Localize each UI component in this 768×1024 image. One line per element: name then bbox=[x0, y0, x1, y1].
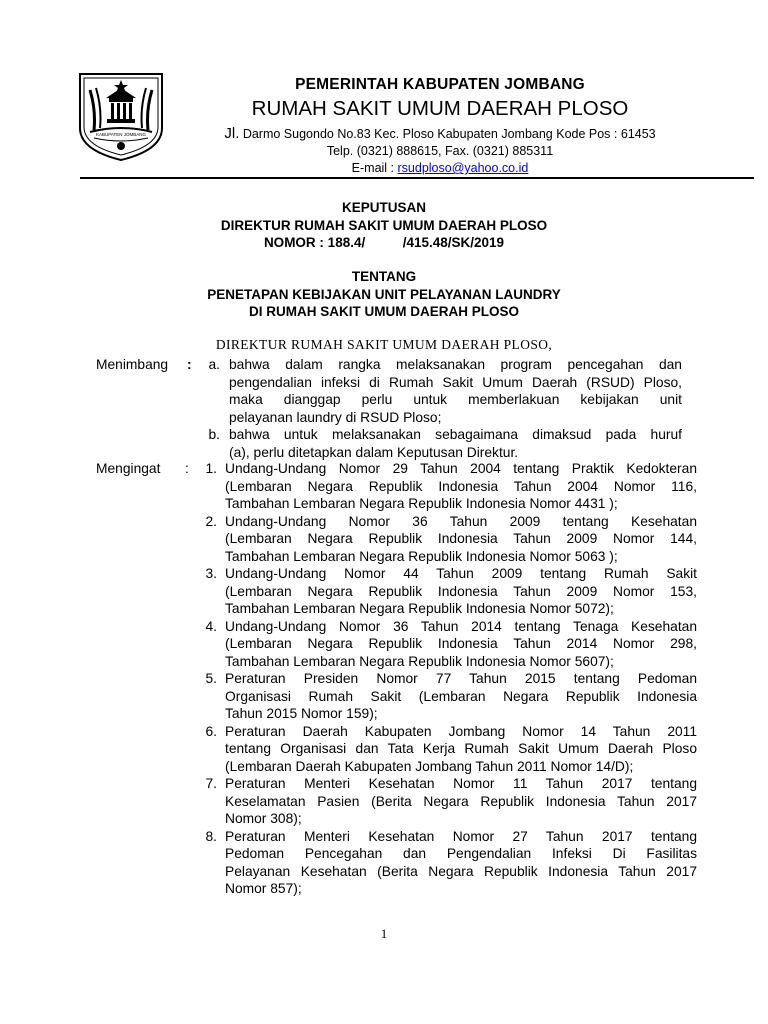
phone: Telp. (0321) 888615, Fax. (0321) 885311 bbox=[326, 144, 554, 158]
mengingat-item bbox=[225, 565, 697, 618]
email-line bbox=[190, 160, 690, 177]
decision-label: KEPUTUSAN bbox=[341, 200, 426, 215]
mengingat-marker: 2. bbox=[205, 513, 217, 529]
mengingat-item-line: Organisasi Rumah Sakit (Lembaran Negara Republik Indonesia bbox=[225, 688, 697, 704]
mengingat-item-line: Tahun 2015 Nomor 159); bbox=[225, 706, 378, 721]
email-label: E-mail : bbox=[351, 161, 398, 175]
menimbang-label: Menimbang bbox=[96, 357, 169, 372]
subject-line-2: DI RUMAH SAKIT UMUM DAERAH PLOSO bbox=[249, 304, 519, 319]
menimbang-item-line: pelayanan laundry di RSUD Ploso; bbox=[229, 409, 442, 425]
mengingat-item-line: Undang-Undang Nomor 36 Tahun 2014 tentang Tenaga Kesehatan bbox=[225, 618, 697, 634]
mengingat-item bbox=[225, 828, 697, 898]
mengingat-item-line: (Lembaran Negara Republik Indonesia Tahun 2009 Nomor 153, bbox=[225, 583, 697, 599]
menimbang-item-line: bahwa dalam rangka melaksanakan program pencegahan dan bbox=[229, 357, 682, 372]
mengingat-item-line: Pedoman Pencegahan dan Pengendalian Infeksi Di Fasilitas bbox=[225, 846, 697, 861]
mengingat-marker: 3. bbox=[205, 566, 217, 581]
mengingat-item-line: Undang-Undang Nomor 44 Tahun 2009 tentang Rumah Sakit bbox=[225, 566, 697, 581]
mengingat-item-line: Pelayanan Kesehatan (Berita Negara Republik Indonesia Tahun 2017 bbox=[225, 863, 697, 879]
mengingat-item-line: Tambahan Lembaran Negara Republik Indonesia Nomor 5063 ); bbox=[225, 548, 618, 564]
mengingat-item-line: (Lembaran Negara Republik Indonesia Tahun 2004 Nomor 116, bbox=[225, 478, 697, 494]
mengingat-item bbox=[225, 513, 697, 566]
issuer: DIREKTUR RUMAH SAKIT UMUM DAERAH PLOSO bbox=[220, 217, 548, 233]
mengingat-marker: 8. bbox=[205, 828, 217, 844]
mengingat-item-line: Nomor 308); bbox=[225, 811, 302, 826]
letterhead bbox=[190, 74, 690, 177]
address-prefix: Jl. bbox=[224, 125, 240, 142]
mengingat-item-line: Nomor 857); bbox=[225, 881, 302, 896]
mengingat-item-line: Peraturan Daerah Kabupaten Jombang Nomor 14 Tahun 2011 bbox=[225, 723, 697, 739]
mengingat-item-line: Tambahan Lembaran Negara Republik Indonesia Nomor 4431 ); bbox=[225, 496, 618, 511]
address-text: Darmo Sugondo No.83 Kec. Ploso Kabupaten Jombang Kode Pos : 61453 bbox=[239, 127, 656, 141]
menimbang-colon: : bbox=[187, 357, 192, 372]
menimbang-item bbox=[229, 356, 682, 426]
mengingat-item-line: (Lembaran Negara Republik Indonesia Tahun 2009 Nomor 144, bbox=[225, 531, 697, 546]
jombang-regency-logo bbox=[76, 70, 166, 162]
mengingat-item-line: tentang Organisasi dan Tata Kerja Rumah Sakit Umum Daerah Ploso bbox=[225, 741, 697, 756]
hospital-name: RUMAH SAKIT UMUM DAERAH PLOSO bbox=[251, 97, 629, 120]
mengingat-marker: 4. bbox=[205, 618, 217, 634]
about-label: TENTANG bbox=[351, 269, 417, 284]
menimbang-item bbox=[229, 426, 682, 461]
subject-block bbox=[0, 268, 768, 321]
mengingat-label: Mengingat bbox=[96, 461, 161, 476]
mengingat-item bbox=[225, 618, 697, 671]
menimbang-item-line: pengendalian infeksi di Rumah Sakit Umum Daerah (RSUD) Ploso, bbox=[229, 374, 682, 390]
direktur-heading: DIREKTUR RUMAH SAKIT UMUM DAERAH PLOSO, bbox=[215, 337, 553, 352]
mengingat-item-line: Tambahan Lembaran Negara Republik Indonesia Nomor 5072); bbox=[225, 601, 614, 616]
mengingat-colon: : bbox=[185, 461, 189, 476]
mengingat-item-line: Tambahan Lembaran Negara Republik Indonesia Nomor 5607); bbox=[225, 653, 614, 669]
mengingat-item bbox=[225, 670, 697, 723]
email-link[interactable]: rsudploso@yahoo.co.id bbox=[397, 161, 529, 175]
mengingat-marker: 6. bbox=[205, 723, 217, 739]
menimbang-item-line: (a), perlu ditetapkan dalam Keputusan Direktur. bbox=[229, 444, 519, 460]
mengingat-item-line: (Lembaran Negara Republik Indonesia Tahun 2014 Nomor 298, bbox=[225, 636, 697, 651]
menimbang-marker: a. bbox=[208, 357, 220, 372]
menimbang-marker: b. bbox=[208, 427, 220, 442]
menimbang-item-line: bahwa untuk melaksanakan sebagaimana dimaksud pada huruf bbox=[229, 427, 682, 442]
menimbang-item-line: maka dianggap perlu untuk memberlakuan kebijakan unit bbox=[229, 392, 682, 407]
mengingat-marker: 7. bbox=[205, 776, 217, 791]
subject-line-1: PENETAPAN KEBIJAKAN UNIT PELAYANAN LAUNDRY bbox=[207, 286, 561, 302]
government-name: PEMERINTAH KABUPATEN JOMBANG bbox=[295, 76, 585, 93]
mengingat-item-line: Undang-Undang Nomor 36 Tahun 2009 tentang Kesehatan bbox=[225, 513, 697, 529]
logo-text: KABUPATEN JOMBANG bbox=[95, 132, 147, 137]
page-number: 1 bbox=[380, 926, 388, 941]
mengingat-item-line: (Lembaran Daerah Kabupaten Jombang Tahun 2011 Nomor 14/D); bbox=[225, 758, 634, 774]
mengingat-item-line: Peraturan Presiden Nomor 77 Tahun 2015 tentang Pedoman bbox=[225, 671, 697, 686]
address bbox=[190, 125, 690, 143]
mengingat-item bbox=[225, 775, 697, 828]
mengingat-item-line: Peraturan Menteri Kesehatan Nomor 11 Tahun 2017 tentang bbox=[225, 776, 697, 791]
mengingat-item-line: Peraturan Menteri Kesehatan Nomor 27 Tahun 2017 tentang bbox=[225, 828, 697, 844]
mengingat-item bbox=[225, 723, 697, 776]
letterhead-divider bbox=[80, 177, 754, 179]
decision-number: NOMOR : 188.4/ /415.48/SK/2019 bbox=[263, 235, 505, 250]
decision-title bbox=[0, 199, 768, 252]
mengingat-marker: 1. bbox=[205, 461, 217, 476]
mengingat-item-line: Undang-Undang Nomor 29 Tahun 2004 tentang Praktik Kedokteran bbox=[225, 461, 697, 476]
mengingat-item-line: Keselamatan Pasien (Berita Negara Republik Indonesia Tahun 2017 bbox=[225, 793, 697, 809]
mengingat-item bbox=[225, 460, 697, 513]
mengingat-marker: 5. bbox=[205, 671, 217, 686]
